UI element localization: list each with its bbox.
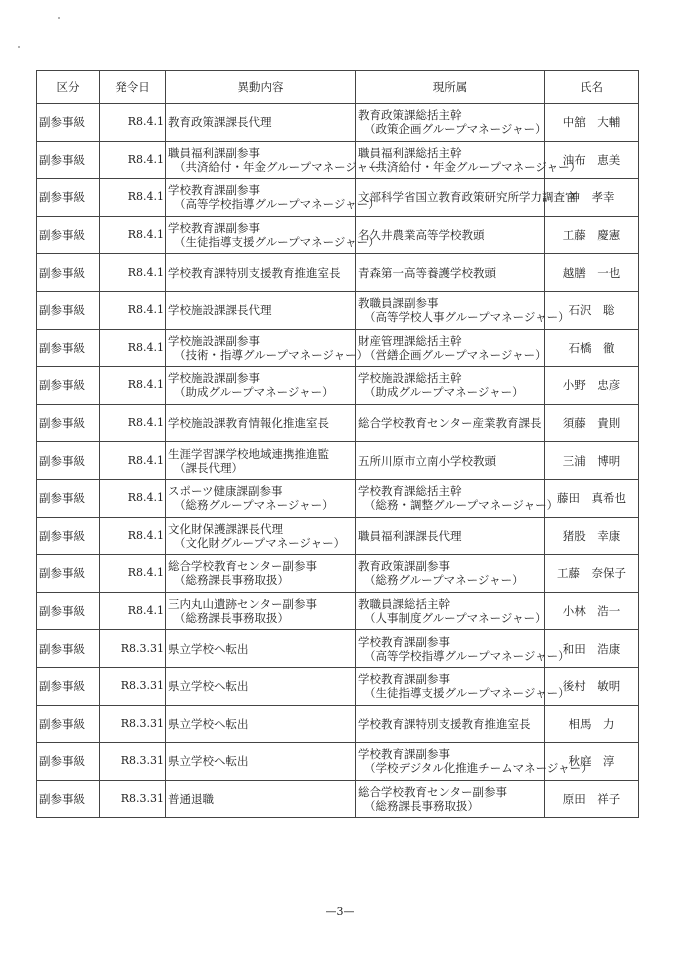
name-cell: 猪股 幸康 — [545, 517, 639, 555]
current-post-cell — [356, 104, 545, 142]
current-post-line: 学校教育課副参事 — [358, 634, 450, 649]
division-cell: 副参事級 — [37, 254, 100, 292]
division-cell: 副参事級 — [37, 104, 100, 142]
name-cell: 須藤 貴則 — [545, 404, 639, 442]
scan-speck — [58, 17, 60, 19]
name-cell: 相馬 力 — [545, 705, 639, 743]
current-post-line: （営繕企画グループマネージャー） — [364, 347, 547, 362]
table-row — [37, 141, 639, 179]
table-row — [37, 592, 639, 630]
transfer-line: （高等学校指導グループマネージャー） — [174, 197, 380, 212]
division-cell: 副参事級 — [37, 555, 100, 593]
date-cell: R8.4.1 — [100, 479, 166, 517]
name-cell: 神 孝幸 — [545, 179, 639, 217]
current-post-line: （政策企画グループマネージャー） — [364, 122, 547, 137]
table-row — [37, 329, 639, 367]
current-post-line: 教育政策課総括主幹 — [358, 108, 462, 123]
table-row — [37, 667, 639, 705]
transfer-cell — [166, 404, 356, 442]
current-post-cell — [356, 254, 545, 292]
division-cell: 副参事級 — [37, 592, 100, 630]
name-cell: 中舘 大輔 — [545, 104, 639, 142]
transfer-line: （技術・指導グループマネージャー） — [174, 347, 369, 362]
division-cell: 副参事級 — [37, 404, 100, 442]
date-cell: R8.3.31 — [100, 705, 166, 743]
name-cell: 石橋 徹 — [545, 329, 639, 367]
current-post-cell — [356, 592, 545, 630]
table-row — [37, 517, 639, 555]
date-cell: R8.4.1 — [100, 104, 166, 142]
current-post-cell — [356, 141, 582, 179]
current-post-cell — [356, 442, 545, 480]
date-cell: R8.4.1 — [100, 216, 166, 254]
current-post-cell — [356, 216, 545, 254]
date-cell: R8.4.1 — [100, 329, 166, 367]
current-post-cell — [356, 367, 545, 405]
transfer-line: （助成グループマネージャー） — [174, 385, 334, 400]
current-post-line: （人事制度グループマネージャー） — [364, 611, 547, 626]
name-cell: 小林 浩一 — [545, 592, 639, 630]
table-row — [37, 291, 639, 329]
table-header-row — [37, 71, 639, 104]
date-cell: R8.4.1 — [100, 254, 166, 292]
division-cell: 副参事級 — [37, 141, 100, 179]
current-post-cell — [356, 404, 545, 442]
table-row — [37, 179, 639, 217]
division-cell: 副参事級 — [37, 442, 100, 480]
division-cell: 副参事級 — [37, 780, 100, 818]
transfer-line: （総務課長事務取扱） — [174, 611, 289, 626]
current-post-line: （総務グループマネージャー） — [364, 573, 524, 588]
current-post-line: 財産管理課総括主幹 — [358, 333, 462, 348]
header-current: 現所属 — [356, 71, 545, 104]
current-post-line: （高等学校指導グループマネージャー） — [364, 648, 570, 663]
division-cell: 副参事級 — [37, 630, 100, 668]
transfer-line: 生涯学習課学校地域連携推進監 — [168, 446, 329, 461]
current-post-line: 職員福利課総括主幹 — [358, 145, 462, 160]
transfer-cell — [166, 479, 356, 517]
division-cell: 副参事級 — [37, 329, 100, 367]
name-cell: 原田 祥子 — [545, 780, 639, 818]
current-post-line: 職員福利課課長代理 — [358, 528, 462, 543]
name-cell: 油布 恵美 — [545, 141, 639, 179]
current-post-line: （生徒指導支援グループマネージャー） — [364, 686, 570, 701]
current-post-cell — [356, 667, 570, 705]
division-cell: 副参事級 — [37, 517, 100, 555]
transfer-line: 県立学校へ転出 — [168, 716, 249, 731]
transfer-line: 学校教育課特別支援教育推進室長 — [168, 265, 341, 280]
date-cell: R8.4.1 — [100, 179, 166, 217]
division-cell: 副参事級 — [37, 291, 100, 329]
transfer-cell — [166, 141, 392, 179]
current-post-line: 教職員課総括主幹 — [358, 597, 450, 612]
transfer-cell — [166, 329, 369, 367]
transfer-line: 文化財保護課課長代理 — [168, 521, 283, 536]
current-post-line: 教育政策課副参事 — [358, 559, 450, 574]
transfer-line: 普通退職 — [168, 791, 214, 806]
current-post-cell — [356, 630, 570, 668]
current-post-line: 学校教育課総括主幹 — [358, 484, 462, 499]
transfer-cell — [166, 780, 356, 818]
current-post-line: 青森第一高等養護学校教頭 — [358, 265, 496, 280]
date-cell: R8.4.1 — [100, 517, 166, 555]
transfer-line: 三内丸山遺跡センター副参事 — [168, 597, 318, 612]
transfer-line: （総務グループマネージャー） — [174, 498, 334, 513]
table-row — [37, 630, 639, 668]
current-post-cell — [356, 291, 570, 329]
transfer-cell — [166, 705, 356, 743]
transfer-line: 学校施設課副参事 — [168, 333, 260, 348]
current-post-cell — [356, 555, 545, 593]
name-cell: 秋庭 淳 — [545, 743, 639, 781]
transfer-cell — [166, 667, 356, 705]
current-post-cell — [356, 780, 545, 818]
transfer-line: スポーツ健康課副参事 — [168, 484, 283, 499]
transfer-line: （課長代理） — [174, 460, 243, 475]
current-post-line: 総合学校教育センター副参事 — [358, 784, 508, 799]
transfer-line: 学校教育課副参事 — [168, 221, 260, 236]
transfer-line: 県立学校へ転出 — [168, 679, 249, 694]
current-post-line: 学校教育課特別支援教育推進室長 — [358, 716, 531, 731]
current-post-cell — [356, 517, 545, 555]
table-row — [37, 104, 639, 142]
name-cell: 工藤 慶憲 — [545, 216, 639, 254]
current-post-line: （総務課長事務取扱） — [364, 798, 479, 813]
transfer-line: （総務課長事務取扱） — [174, 573, 289, 588]
date-cell: R8.4.1 — [100, 141, 166, 179]
division-cell: 副参事級 — [37, 179, 100, 217]
name-cell: 和田 浩康 — [545, 630, 639, 668]
transfer-cell — [166, 104, 356, 142]
name-cell: 石沢 聡 — [545, 291, 639, 329]
division-cell: 副参事級 — [37, 667, 100, 705]
transfer-cell — [166, 517, 356, 555]
date-cell: R8.4.1 — [100, 367, 166, 405]
table-row — [37, 404, 639, 442]
name-cell: 小野 忠彦 — [545, 367, 639, 405]
table-row — [37, 442, 639, 480]
current-post-line: 文部科学省国立教育政策研究所学力調査官 — [358, 190, 577, 205]
current-post-cell — [356, 479, 559, 517]
table-row — [37, 367, 639, 405]
table-row — [37, 479, 639, 517]
transfer-line: 学校教育課副参事 — [168, 183, 260, 198]
division-cell: 副参事級 — [37, 479, 100, 517]
division-cell: 副参事級 — [37, 705, 100, 743]
table-row — [37, 254, 639, 292]
current-post-cell — [356, 179, 577, 217]
transfer-cell — [166, 216, 380, 254]
date-cell: R8.4.1 — [100, 555, 166, 593]
header-name: 氏名 — [545, 71, 639, 104]
current-post-line: （助成グループマネージャー） — [364, 385, 524, 400]
transfer-cell — [166, 254, 356, 292]
current-post-cell — [356, 705, 545, 743]
transfer-cell — [166, 630, 356, 668]
transfer-cell — [166, 442, 356, 480]
current-post-line: （高等学校人事グループマネージャー） — [364, 310, 570, 325]
name-cell: 後村 敏明 — [545, 667, 639, 705]
date-cell: R8.4.1 — [100, 404, 166, 442]
date-cell: R8.4.1 — [100, 291, 166, 329]
name-cell: 藤田 真希也 — [545, 479, 639, 517]
table-row — [37, 216, 639, 254]
current-post-line: 学校施設課総括主幹 — [358, 371, 462, 386]
transfer-line: 教育政策課課長代理 — [168, 115, 272, 130]
division-cell: 副参事級 — [37, 367, 100, 405]
division-cell: 副参事級 — [37, 216, 100, 254]
transfer-line: 県立学校へ転出 — [168, 754, 249, 769]
date-cell: R8.4.1 — [100, 592, 166, 630]
current-post-line: 名久井農業高等学校教頭 — [358, 228, 485, 243]
name-cell: 越膳 一也 — [545, 254, 639, 292]
transfer-cell — [166, 743, 356, 781]
name-cell: 工藤 奈保子 — [545, 555, 639, 593]
division-cell: 副参事級 — [37, 743, 100, 781]
page-number: —3— — [325, 905, 355, 918]
current-post-line: （学校デジタル化推進チームマネージャー） — [364, 761, 593, 776]
table-row — [37, 555, 639, 593]
transfer-cell — [166, 367, 356, 405]
current-post-line: 教職員課副参事 — [358, 296, 439, 311]
current-post-line: 学校教育課副参事 — [358, 672, 450, 687]
current-post-line: 五所川原市立南小学校教頭 — [358, 453, 496, 468]
current-post-cell — [356, 329, 545, 367]
transfer-cell — [166, 592, 356, 630]
transfer-line: （文化財グループマネージャー） — [174, 535, 346, 550]
table-row — [37, 743, 639, 781]
date-cell: R8.3.31 — [100, 667, 166, 705]
transfer-line: 学校施設課教育情報化推進室長 — [168, 416, 329, 431]
scan-speck — [18, 46, 20, 48]
transfer-cell — [166, 179, 380, 217]
transfer-line: 学校施設課課長代理 — [168, 303, 272, 318]
header-date: 発令日 — [100, 71, 166, 104]
transfer-line: 職員福利課副参事 — [168, 145, 260, 160]
header-transfer: 異動内容 — [166, 71, 356, 104]
transfer-cell — [166, 291, 356, 329]
current-post-line: 総合学校教育センター産業教育課長 — [358, 416, 542, 431]
table-row — [37, 780, 639, 818]
transfer-line: （生徒指導支援グループマネージャー） — [174, 235, 380, 250]
current-post-line: （共済給付・年金グループマネージャー） — [364, 159, 582, 174]
transfer-cell — [166, 555, 356, 593]
transfer-line: 県立学校へ転出 — [168, 641, 249, 656]
personnel-table — [36, 70, 639, 818]
table-row — [37, 705, 639, 743]
current-post-line: （総務・調整グループマネージャー） — [364, 498, 559, 513]
name-cell: 三浦 博明 — [545, 442, 639, 480]
date-cell: R8.3.31 — [100, 780, 166, 818]
header-division: 区分 — [37, 71, 100, 104]
transfer-line: （共済給付・年金グループマネージャー） — [174, 159, 392, 174]
date-cell: R8.4.1 — [100, 442, 166, 480]
date-cell: R8.3.31 — [100, 630, 166, 668]
transfer-line: 学校施設課副参事 — [168, 371, 260, 386]
date-cell: R8.3.31 — [100, 743, 166, 781]
transfer-line: 総合学校教育センター副参事 — [168, 559, 318, 574]
current-post-line: 学校教育課副参事 — [358, 747, 450, 762]
